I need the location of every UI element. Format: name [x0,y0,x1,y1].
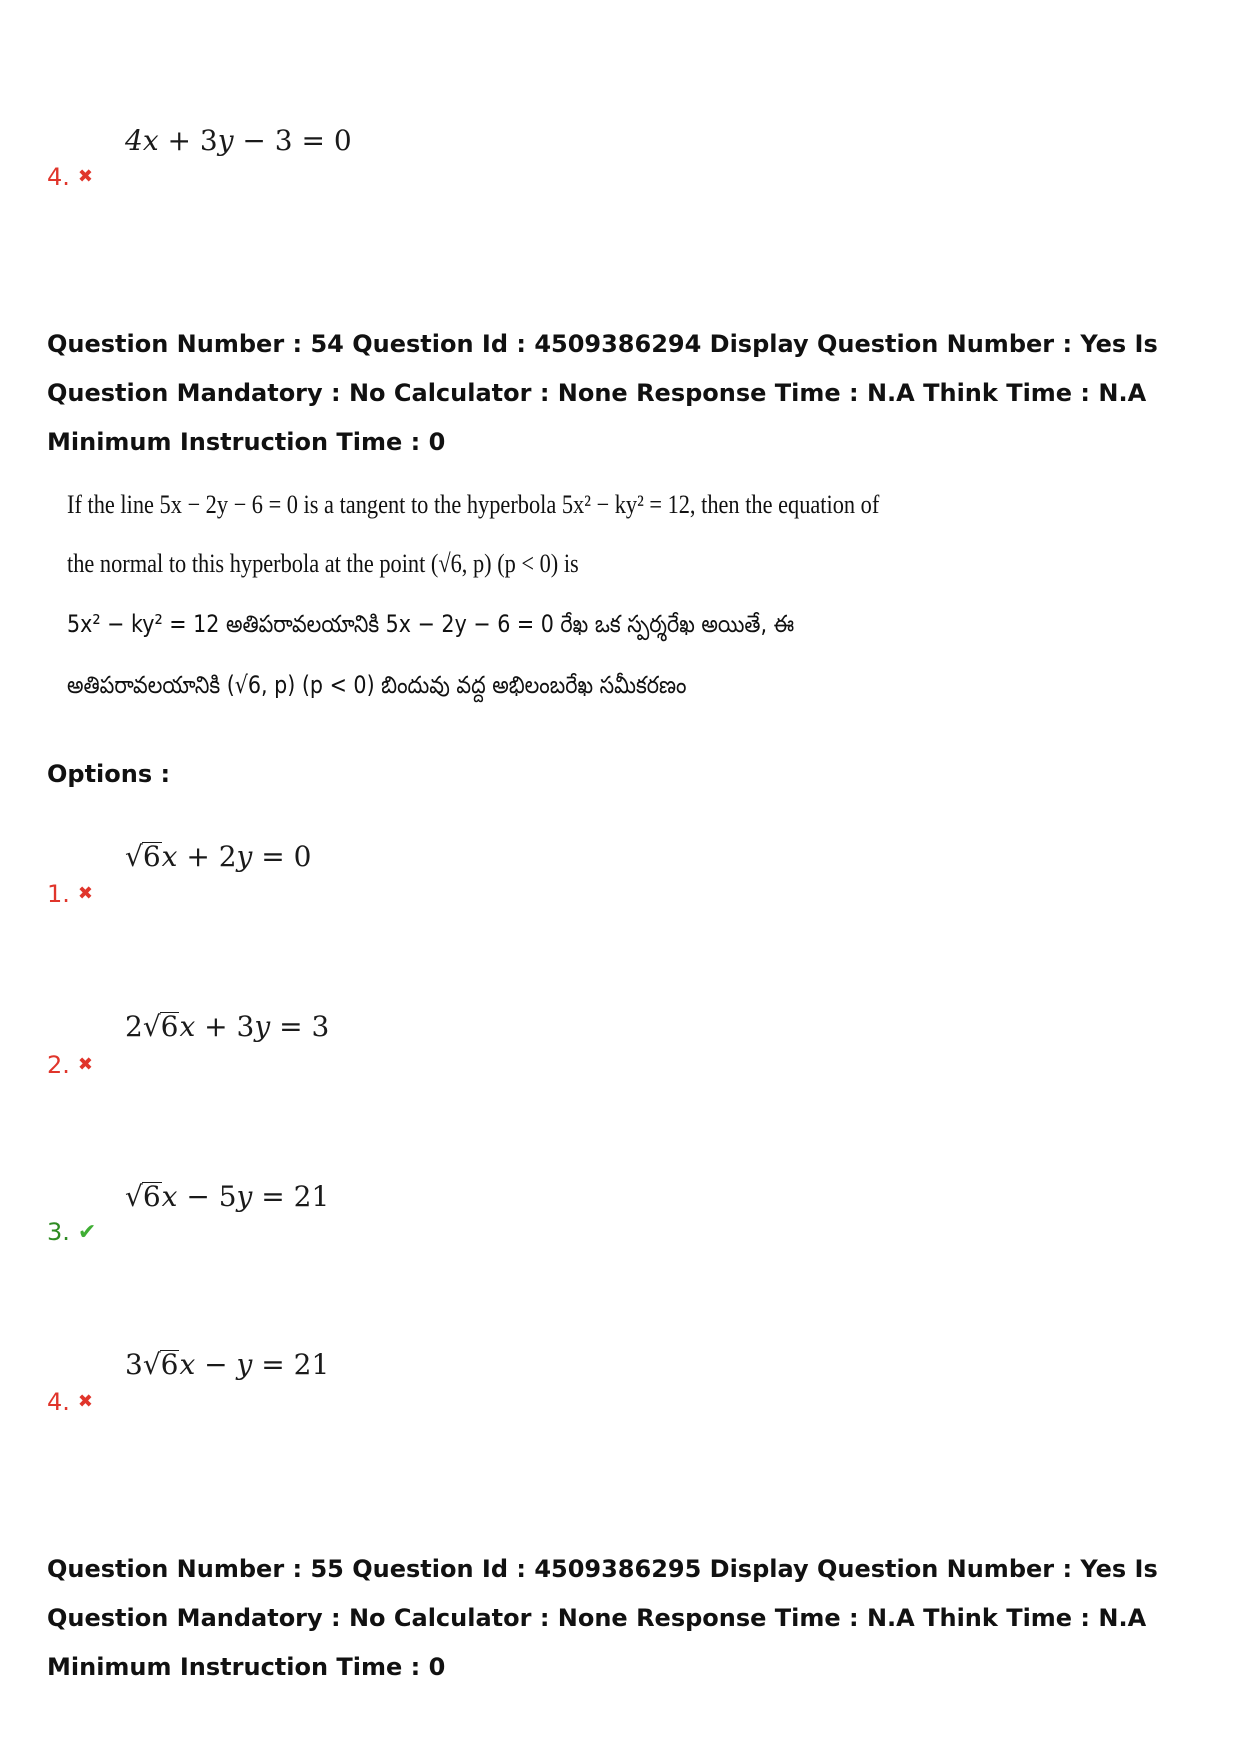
wrong-icon: ✖ [77,166,93,187]
option-number: 2. [47,1051,70,1079]
option-number: 1. [47,880,70,908]
option-number: 3. [47,1218,70,1246]
question-54-stem-line-1: If the line 5x − 2y − 6 = 0 is a tangent to the hyperbola 5x² − ky² = 12, then the equation of [67,490,880,519]
option-4-equation: 3√6x − y = 21 [125,1348,330,1381]
option-number: 4. [47,163,70,191]
options-label: Options : [47,760,171,788]
question-54-stem-line-3: 5x² − ky² = 12 అతిపరావలయానికి 5x − 2y − 6 = 0 రేఖ ఒక స్పర్శరేఖ అయితే, ఈ [67,610,795,638]
option-2-equation: 2√6x + 3y = 3 [125,1010,330,1043]
wrong-icon: ✖ [77,1391,93,1412]
prev-option-4-equation: 4x + 3y − 3 = 0 [125,124,352,157]
question-54-stem-line-2: the normal to this hyperbola at the point (√6, p) (p < 0) is [67,549,579,578]
question-55-header: Question Number : 55 Question Id : 4509386295 Display Question Number : Yes Is Question Mandatory : No Calculator : None Response Time : N.A Think Time : N.A Minimum Instruction Time : 0 [47,1555,1158,1681]
option-1-equation: √6x + 2y = 0 [125,840,312,873]
option-1-marker [47,882,93,906]
check-icon: ✔ [77,1220,97,1245]
option-4-marker [47,1390,93,1414]
wrong-icon: ✖ [77,883,93,904]
prev-option-4-marker [47,165,93,189]
question-54-stem-line-4: అతిపరావలయానికి (√6, p) (p < 0) బిందువు వద్ద అభిలంబరేఖ సమీకరణం [67,671,687,699]
option-2-marker [47,1053,93,1077]
option-3-marker [47,1220,96,1245]
option-3-equation: √6x − 5y = 21 [125,1180,330,1213]
wrong-icon: ✖ [77,1054,93,1075]
option-number: 4. [47,1388,70,1416]
question-54-header: Question Number : 54 Question Id : 4509386294 Display Question Number : Yes Is Question Mandatory : No Calculator : None Response Time : N.A Think Time : N.A Minimum Instruction Time : 0 [47,330,1158,456]
